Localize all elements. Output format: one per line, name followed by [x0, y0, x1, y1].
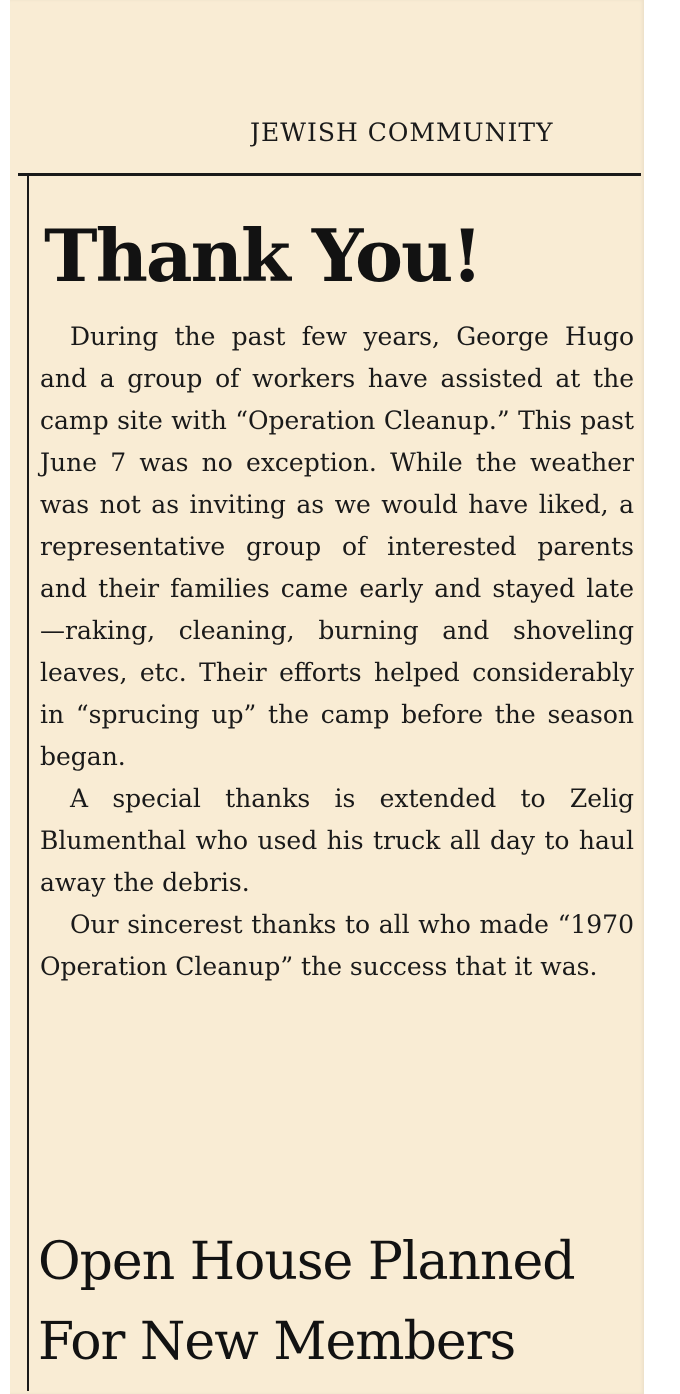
article-paragraph-1: During the past few years, George Hugo and a group of workers have assisted at the camp site with “Operation Cleanup.” This past June 7 was no exception. While the weather was not as inviting as we would have liked, a representative group of interested parents and their families came early and stayed late—raking, cleaning, burning and shoveling leaves, etc. Their efforts helped considerably in “sprucing up” the camp before the season began. [40, 322, 634, 771]
masthead: JEWISH COMMUNITY [250, 118, 554, 147]
masthead-rule [18, 173, 641, 176]
next-article-headline-line-2: For New Members [38, 1312, 516, 1372]
next-article-headline [38, 1222, 638, 1382]
article-headline: Thank You! [44, 213, 481, 298]
column-rule [27, 176, 29, 1391]
article-paragraph-2: A special thanks is extended to Zelig Blumenthal who used his truck all day to haul away the debris. [40, 784, 634, 897]
next-article-headline-line-1: Open House Planned [38, 1232, 575, 1292]
article-body [40, 316, 634, 988]
article-paragraph-3: Our sincerest thanks to all who made “1970 Operation Cleanup” the success that it was. [40, 910, 634, 981]
